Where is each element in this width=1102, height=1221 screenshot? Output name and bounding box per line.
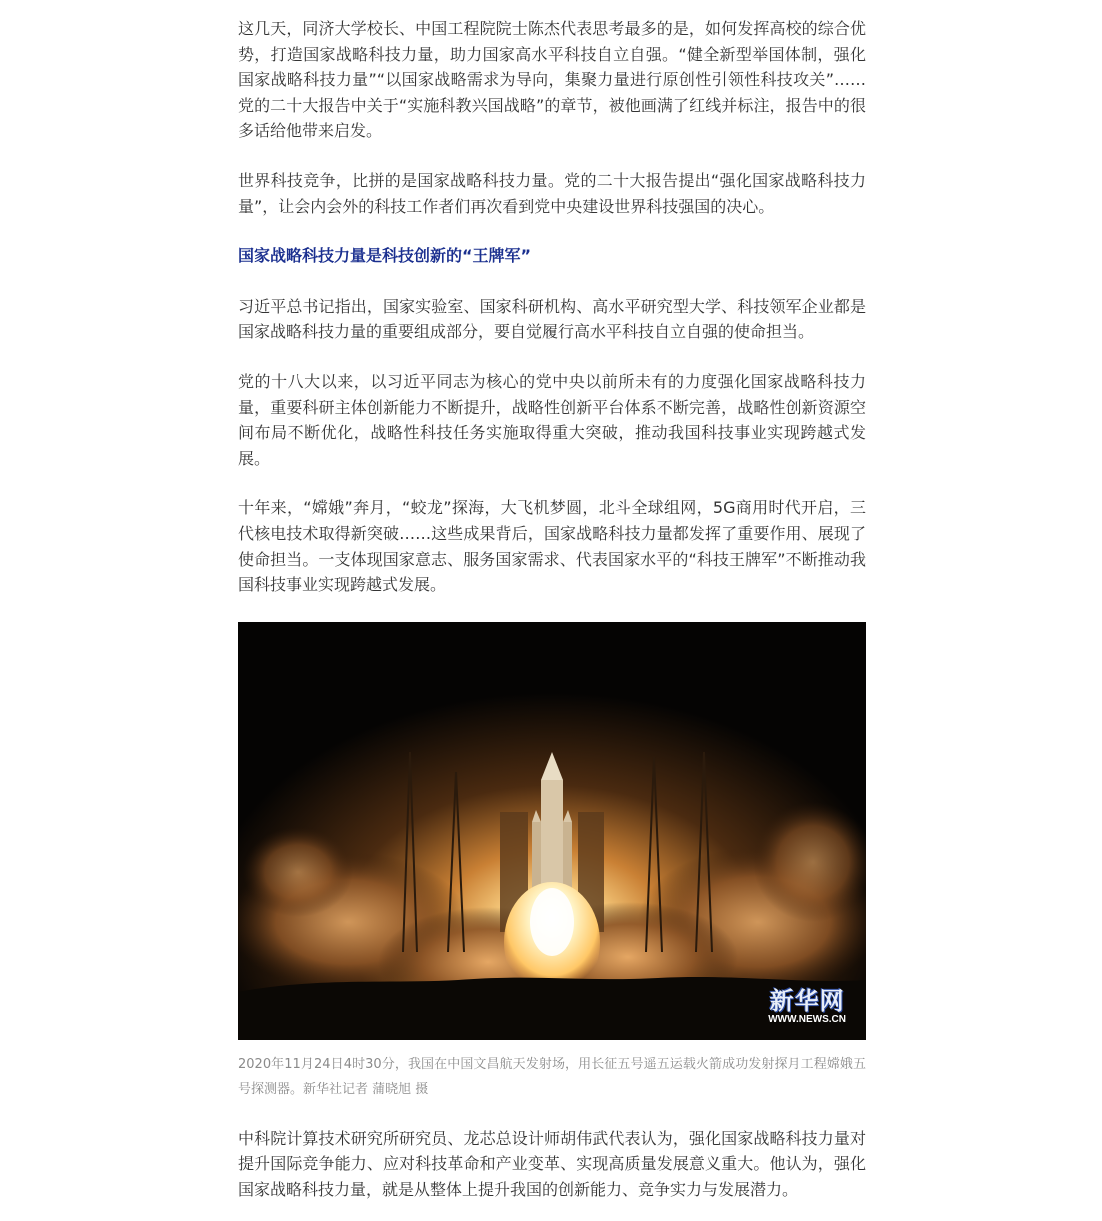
watermark-name: 新华网 — [769, 986, 845, 1015]
article-paragraph: 党的十八大以来，以习近平同志为核心的党中央以前所未有的力度强化国家战略科技力量，重要科研主体创新能力不断提升，战略性创新平台体系不断完善，战略性创新资源空间布局不断优化，战略性科技任务实施取得重大突破，推动我国科技事业实现跨越式发展。 — [238, 371, 866, 468]
article-paragraph: 十年来，“嫦娥”奔月，“蛟龙”探海，大飞机梦圆，北斗全球组网，5G商用时代开启，三代核电技术取得新突破……这些成果背后，国家战略科技力量都发挥了重要作用、展现了使命担当。一支体现国家意志、服务国家需求、代表国家水平的“科技王牌军”不断推动我国科技事业实现跨越式发展。 — [238, 498, 866, 595]
rocket-launch-photo — [238, 622, 866, 1040]
rocket-launch-illustration — [238, 622, 866, 1040]
article-paragraph: 中科院计算技术研究所研究员、龙芯总设计师胡伟武代表认为，强化国家战略科技力量对提升国际竞争能力、应对科技革命和产业变革、实现高质量发展意义重大。他认为，强化国家战略科技力量，就是从整体上提升我国的创新能力、竞争实力与发展潜力。 — [238, 1128, 866, 1199]
article-paragraph: 世界科技竞争，比拼的是国家战略科技力量。党的二十大报告提出“强化国家战略科技力量”，让会内会外的科技工作者们再次看到党中央建设世界科技强国的决心。 — [238, 170, 866, 216]
article-paragraph: 这几天，同济大学校长、中国工程院院士陈杰代表思考最多的是，如何发挥高校的综合优势，打造国家战略科技力量，助力国家高水平科技自立自强。“健全新型举国体制，强化国家战略科技力量”“以国家战略需求为导向，集聚力量进行原创性引领性科技攻关”……党的二十大报告中关于“实施科教兴国战略”的章节，被他画满了红线并标注，报告中的很多话给他带来启发。 — [238, 19, 866, 141]
article-paragraph: 习近平总书记指出，国家实验室、国家科研机构、高水平研究型大学、科技领军企业都是国家战略科技力量的重要组成部分，要自觉履行高水平科技自立自强的使命担当。 — [238, 296, 866, 342]
article-body — [238, 16, 866, 1202]
section-heading: 国家战略科技力量是科技创新的“王牌军” — [238, 246, 532, 266]
watermark — [768, 988, 846, 1026]
watermark-url: WWW.NEWS.CN — [768, 1013, 846, 1025]
photo-caption: 2020年11月24日4时30分，我国在中国文昌航天发射场，用长征五号遥五运载火箭成功发射探月工程嫦娥五号探测器。新华社记者 蒲晓旭 摄 — [238, 1056, 866, 1097]
